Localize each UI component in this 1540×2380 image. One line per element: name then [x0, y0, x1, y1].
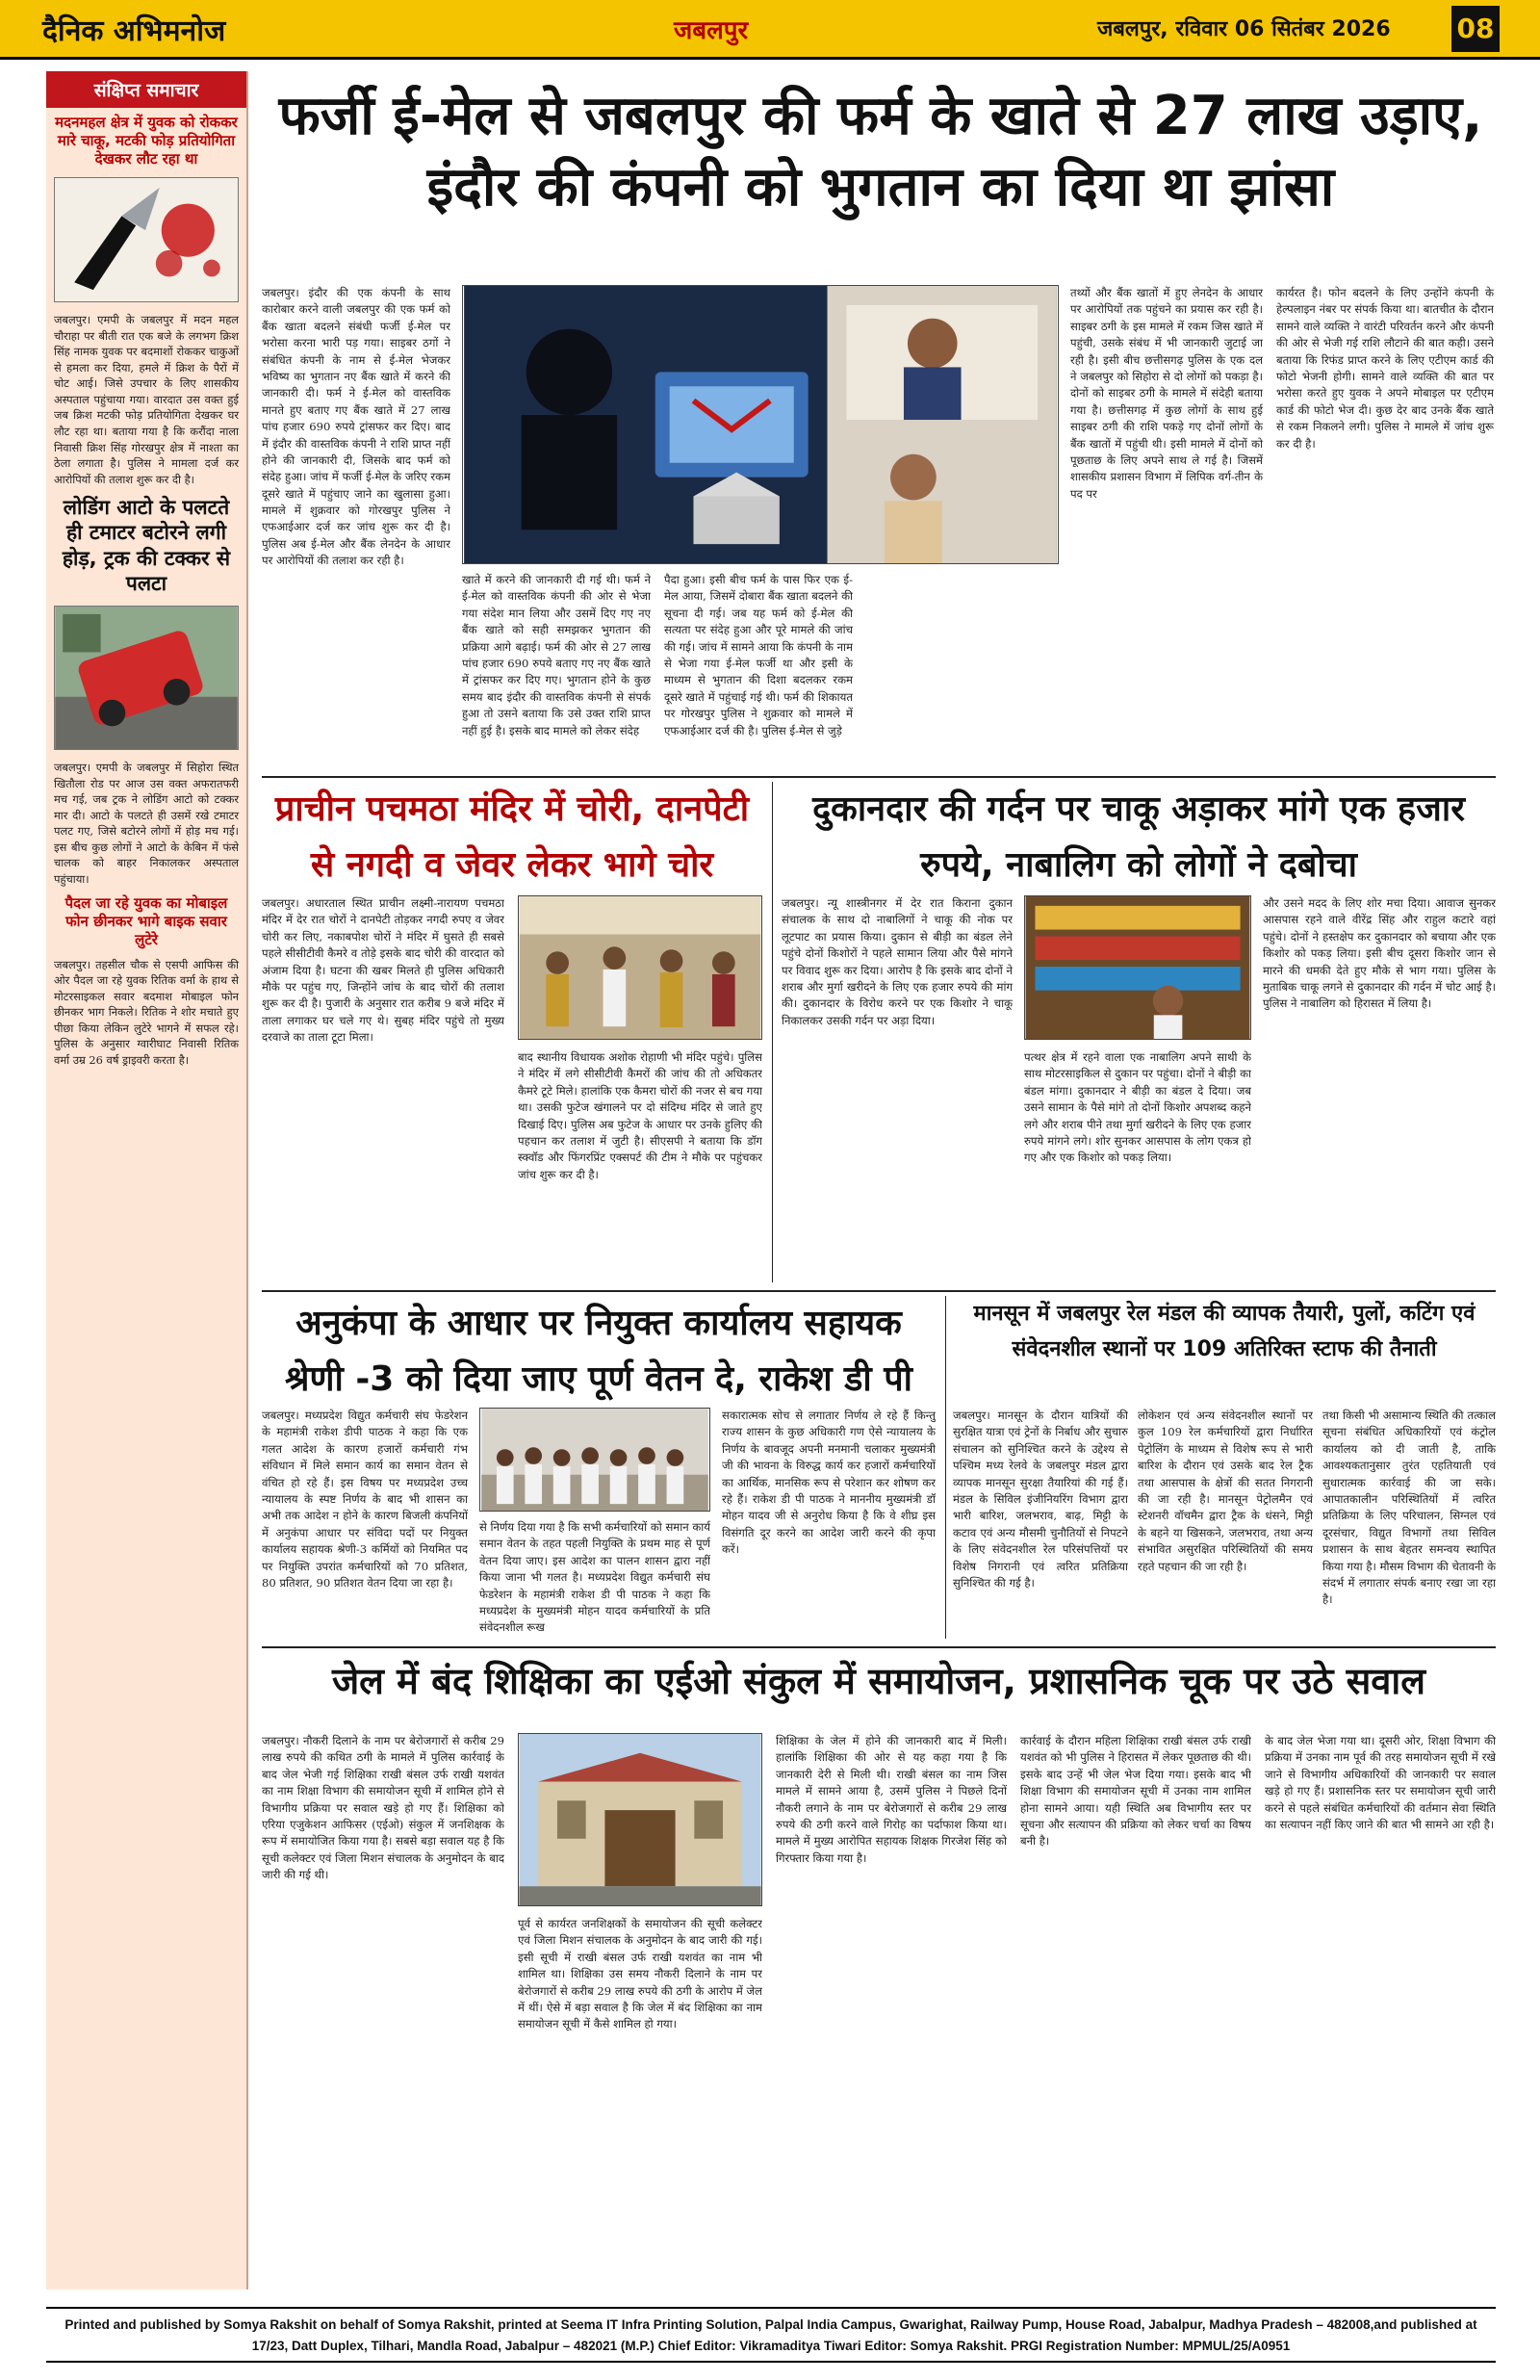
city-tab: जबलपुर	[674, 16, 749, 45]
paper-name: दैनिक अभिमनोज	[42, 14, 226, 48]
salary-story-col3: सकारात्मक सोच से लगातार निर्णय ले रहे हैं किन्तु राज्य शासन के कुछ अधिकारी गण ऐसे न्यायालय के निर्णय के बावजूद अपनी मनमानी चलाकर मुख्यमंत्री जी की भावना के विरुद्ध कार्य कर हजारों कर्मचारियों का आर्थिक, मानसिक रूप से परेशान कर शोषण कर रहे हैं। राकेश डी पी पाठक ने माननीय मुख्यमंत्री डॉ मोहन यादव जी से अनुरोध किया है कि वे शीघ्र इस विसंगति दूर करने का आदेश जारी करने की कृपा करें।	[722, 1409, 936, 1557]
brief-title: लोडिंग आटो के पलटते ही टमाटर बटोरने लगी होड़, ट्रक की टक्कर से पलटा	[62, 496, 231, 595]
lead-story-col1: जबलपुर। इंदौर की एक कंपनी के साथ कारोबार करने वाली जबलपुर की एक फर्म को बैंक खाता बदलने संबंधी फर्जी ई-मेल पर भरोसा करना भारी पड़ गया। साइबर ठगों ने संबंधित कंपनी के नाम से ई-मेल भेजकर भविष्य का भुगतान नए बैंक खाते में करने की जानकारी दी। फर्म ने ई-मेल को वास्तविक मानते हुए बताए गए बैंक खाते में 27 लाख पांच हजार 690 रुपये ट्रांसफर कर दिए। बाद में इंदौर की वास्तविक कंपनी ने राशि प्राप्त नहीं होने की जानकारी दी, जिसके बाद फर्म को संदेह हुआ। जांच में फर्जी ई-मेल के जरिए रकम दूसरे खाते में पहुंचाए जाने का खुलासा हुआ। मामले में शुक्रवार को गोरखपुर पुलिस ने एफआईआर दर्ज कर जांच शुरू कर दी है। पुलिस अब ई-मेल और बैंक लेनदेन के आधार पर आरोपियों की तलाश कर रही है।	[262, 286, 450, 568]
federation-group-photo	[479, 1408, 710, 1512]
temple-police-photo	[518, 895, 762, 1040]
brief-column	[46, 71, 248, 2289]
brief-body: जबलपुर। एमपी के जबलपुर में सिहोरा स्थित खितौला रोड पर आज उस वक्त अफरातफरी मच गई, जब ट्रक ने लोडिंग आटो को टक्कर मार दी। आटो के पलटते ही उसमें रखे टमाटर पलट गए, जिसे बटोरने लोगों में होड़ मच गई। इस बीच कुछ लोगों ने आटो के केबिन में फंसे चालक को बाहर निकालकर अस्पताल पहुंचाया।	[54, 761, 239, 886]
brief-title: पैदल जा रहे युवक का मोबाइल फोन छीनकर भागे बाइक सवार लुटेरे	[64, 894, 228, 948]
lead-story-col5: कार्यरत है। फोन बदलने के लिए उन्होंने कंपनी के हेल्पलाइन नंबर पर संपर्क किया था। बातचीत के दौरान सामने वाले व्यक्ति ने वारंटी परिवर्तन करने और कंपनी की ओर से भेजी गई राशि लौटाने की बात कही। उसने बताया कि रिफंड प्राप्त करने के लिए एटीएम कार्ड की फोटो भेजनी होगी। सामने वाले व्यक्ति की बात पर भरोसा करते हुए युवक ने अपने मोबाइल पर एटीएम कार्ड की फोटो भेज दी। कुछ देर बाद उनके बैंक खाते से रकम निकलने लगी। पुलिस ने मामले में जांच शुरू कर दी है।	[1276, 286, 1494, 451]
salary-story-col2: से निर्णय दिया गया है कि सभी कर्मचारियों को समान कार्य समान वेतन के तहत पहली नियुक्ति के प्रथम माह से पूर्ण वेतन दिया जाए। इस आदेश का पालन शासन द्वारा नहीं किया जाना भी गलत है। मध्यप्रदेश विद्युत कर्मचारी संघ फेडरेशन के महामंत्री राकेश डी पी पाठक ने कहा कि मध्यप्रदेश के मुख्यमंत्री मोहन यादव कर्मचारियों के प्रति संवेदनशील रूख	[479, 1520, 710, 1635]
imprint-footer: Printed and published by Somya Rakshit on behalf of Somya Rakshit, printed at Seema IT Infra Printing Solution, Palpal India Campus, Gwarighat, Railway Pump, House Road, Jabalpur, Madhya Pradesh – 482008,and published at 17/23, Datt Duplex, Tilhari, Mandla Road, Jabalpur – 482021 (M.P.) Chief Editor: Vikramaditya Tiwari Editor: Somya Rakshit. PRGI Registration Number: MPMUL/25/A0951	[46, 2307, 1496, 2363]
date-line: जबलपुर, रविवार 06 सितंबर 2026	[1097, 17, 1391, 41]
column-divider	[945, 1296, 946, 1639]
lead-story-col3: पैदा हुआ। इसी बीच फर्म के पास फिर एक ई-मेल आया, जिसमें दोबारा बैंक खाता बदलने की सूचना दी गई। जब यह फर्म को ई-मेल की सत्यता पर संदेह हुआ और पूरे मामले की जांच की गई। जांच में सामने आया कि कंपनी के नाम से भेजा गया ई-मेल फर्जी था और इसी के माध्यम से भुगतान की दिशा बदलकर रकम दूसरे खाते में पहुंचाई गई थी। फर्म की शिकायत पर गोरखपुर पुलिस ने शुक्रवार को मामले में एफआईआर दर्ज की है। पुलिस ई-मेल से जुड़े	[664, 573, 853, 737]
knife-headline: दुकानदार की गर्दन पर चाकू अड़ाकर मांगे एक हजार रुपये, नाबालिग को लोगों ने दबोचा	[812, 789, 1465, 885]
temple-headline: प्राचीन पचमठा मंदिर में चोरी, दानपेटी से नगदी व जेवर लेकर भागे चोर	[274, 789, 750, 885]
rail-story-col3: तथा किसी भी असामान्य स्थिति की तत्काल सूचना संबंधित अधिकारियों एवं कंट्रोल कार्यालय को दी जाती है, ताकि आवश्यकतानुसार तुरंत एहतियाती एवं सुधारात्मक कार्रवाई की जा सके। आपातकालीन परिस्थितियों में त्वरित प्रतिक्रिया के लिए परिचालन, सिग्नल एवं दूरसंचार, विद्युत विभागों तथा सिविल प्रशासन के साथ बेहतर समन्वय स्थापित किया गया है। मौसम विभाग की चेतावनी के संदर्भ में लगातार संपर्क बनाए रखा जा रहा है।	[1322, 1409, 1496, 1607]
jail-story-col5: के बाद जेल भेजा गया था। दूसरी ओर, शिक्षा विभाग की प्रक्रिया में उनका नाम पूर्व की तरह समायोजन सूची में रखे जाने से विभागीय अधिकारियों की जानकारी पर सवाल खड़े हो गए हैं। प्रशासनिक स्तर पर समायोजन सूची जारी करने से पहले संबंधित कर्मचारियों की वर्तमान सेवा स्थिति का सत्यापन नहीं किए जाने की बात भी सामने आ रही है।	[1265, 1734, 1496, 1831]
brief-section-title: संक्षिप्त समाचार	[46, 71, 246, 108]
jail-story-col1: जबलपुर। नौकरी दिलाने के नाम पर बेरोजगारों से करीब 29 लाख रुपये की कथित ठगी के मामले में पुलिस कार्रवाई के बाद जेल भेजी गई शिक्षिका राखी बंसल उर्फ राखी यशवंत का नाम शिक्षा विभाग की समायोजन सूची में शामिल होने से विभागीय प्रक्रिया पर सवाल खड़े हो गए हैं। शिक्षिका को एरिया एजुकेशन आफिसर (एईओ) संकुल में जनशिक्षक के रूप में समायोजित किया गया है। सबसे बड़ा सवाल यह है कि सूची कलेक्टर एवं जिला मिशन संचालक के अनुमोदन के बाद जारी की गई थी।	[262, 1734, 504, 1882]
overturned-auto-photo	[54, 606, 239, 750]
rail-story-col1: जबलपुर। मानसून के दौरान यात्रियों की सुरक्षित यात्रा एवं ट्रेनों के निर्बाध और सुचारु संचालन को सुनिश्चित करने के उद्देश्य से पश्चिम मध्य रेलवे के जबलपुर मंडल द्वारा व्यापक मानसून सुरक्षा तैयारियां की गई हैं। मंडल के सिविल इंजीनियरिंग विभाग द्वारा भारी बारिश, जलभराव, बाढ़, मिट्टी के कटाव एवं अन्य मौसमी चुनौतियों से निपटने के लिए संवेदनशील रेल परिसंपत्तियों पर विशेष निगरानी एवं त्वरित प्रतिक्रिया सुनिश्चित की गई है।	[953, 1409, 1128, 1590]
jail-building-photo	[518, 1733, 762, 1906]
temple-story-col2: बाद स्थानीय विधायक अशोक रोहाणी भी मंदिर पहुंचे। पुलिस ने मंदिर में लगे सीसीटीवी कैमरों की जांच की तो अधिकतर कैमरे टूटे मिले। हालांकि एक कैमरा चोरों की नजर से बच गया था। उसकी फुटेज खंगालने पर दो संदिग्ध मंदिर से जाते हुए दिखाई दिए। पुलिस अब फुटेज के आधार पर उनके हुलिए की पहचान कर तलाश में जुटी है। सीएसपी ने बताया कि डॉग स्क्वॉड और फिंगरप्रिंट एक्सपर्ट की टीम ने मौके पर पहुंचकर जांच शुरू कर दी है।	[518, 1050, 762, 1181]
section-divider	[262, 1290, 1496, 1292]
knife-story-col2: पत्थर क्षेत्र में रहने वाला एक नाबालिग अपने साथी के साथ मोटरसाइकिल से दुकान पर पहुंचा। दोनों ने बीड़ी का बंडल मांगा। दुकानदार ने बीड़ी का बंडल दे दिया। जब उसने सामान के पैसे मांगे तो दोनों किशोर अपशब्द कहने लगे और शराब पीने तथा मुर्गा खरीदने के लिए एक हजार रुपये मांगने लगे। शोर सुनकर आसपास के लोग एकत्र हो गए और एक किशोर को पकड़ लिया।	[1024, 1050, 1251, 1165]
jail-story-col4: कार्रवाई के दौरान महिला शिक्षिका राखी बंसल उर्फ राखी यशवंत को भी पुलिस ने हिरासत में लेकर पूछताछ की थी। इसके बाद उन्हें भी जेल भेज दिया गया। इसके बाद भी शिक्षा विभाग की समायोजन सूची में उनका नाम शामिल होना सामने आया। यही स्थिति अब विभागीय स्तर पर सूचना और सत्यापन की प्रक्रिया को लेकर चर्चा का विषय बनी है।	[1020, 1734, 1251, 1849]
jail-headline: जेल में बंद शिक्षिका का एईओ संकुल में समायोजन, प्रशासनिक चूक पर उठे सवाल	[331, 1660, 1425, 1702]
shop-photo	[1024, 895, 1251, 1040]
rail-story-col2: लोकेशन एवं अन्य संवेदनशील स्थानों पर कुल 109 रेल कर्मचारियों द्वारा निर्धारित पेट्रोलिंग के माध्यम से विशेष रूप से भारी बारिश के दौरान एवं उसके बाद रेल ट्रैक तथा आसपास के क्षेत्रों की सतत निगरानी की जा रही है। मानसून पेट्रोलमैन एवं स्टेशनरी वॉचमैन द्वारा ट्रैक के धंसने, मिट्टी के बहने या खिसकने, जलभराव, तथा अन्य संभावित असुरक्षित परिस्थितियों की समय रहते पहचान की जा रही है।	[1138, 1409, 1313, 1573]
section-divider	[262, 776, 1496, 778]
page-number: 08	[1451, 6, 1500, 52]
lead-story-col4: तथ्यों और बैंक खातों में हुए लेनदेन के आधार पर आरोपियों तक पहुंचने का प्रयास कर रही है। साइबर ठगी के इस मामले में रकम जिस खाते में पहुंची, उसके संबंध में भी जानकारी जुटाई जा रही है। इसी बीच छत्तीसगढ़ पुलिस के एक दल ने जबलपुर को सिहोरा से दो लोगों को पकड़ा है। दोनों को साइबर ठगी के मामले में संदेही बताया गया है। छत्तीसगढ़ में कुछ लोगों के साथ हुई साइबर ठगी की राशि पकड़े गए दोनों लोगों के बैंक खातों में पहुंची थी। इसी मामले में दोनों को पूछताछ के लिए अपने साथ ले गई है। जिसमें शासकीय प्रशासन विभाग में लिपिक वर्ग-तीन के पद पर	[1070, 286, 1263, 501]
knife-attack-image	[54, 177, 239, 302]
knife-story-col3: और उसने मदद के लिए शोर मचा दिया। आवाज सुनकर आसपास रहने वाले वीरेंद्र सिंह और राहुल कटारे वहां पहुंचे। दोनों ने हस्तक्षेप कर दुकानदार को बचाया और एक किशोर को पकड़ लिया। इसी बीच दूसरा किशोर जान से मारने की धमकी देते हुए मौके से भाग गया। पुलिस के मुताबिक चाकू लगने से दुकानदार की गर्दन में चोट आई है। पुलिस ने नाबालिग को हिरासत में लिया है।	[1263, 896, 1496, 1011]
rail-headline: मानसून में जबलपुर रेल मंडल की व्यापक तैयारी, पुलों, कटिंग एवं संवेदनशील स्थानों पर 109 अतिरिक्त स्टाफ की तैनाती	[973, 1302, 1476, 1362]
section-divider	[262, 1646, 1496, 1648]
lead-headline: फर्जी ई-मेल से जबलपुर की फर्म के खाते से 27 लाख उड़ाए, इंदौर की कंपनी को भुगतान का दिया था झांसा	[278, 85, 1483, 219]
temple-story-col1: जबलपुर। अधारताल स्थित प्राचीन लक्ष्मी-नारायण पचमठा मंदिर में देर रात चोरों ने दानपेटी तोड़कर नगदी रुपए व जेवर चोरी कर लिए, नकाबपोश चोरों ने मंदिर में घुसते ही सबसे पहले सीसीटीवी कैमरे व तोड़े इसके बाद चोरी की वारदात को अंजाम दिया है। घटना की खबर मिलते ही पुलिस अधिकारी मौके पर पहुंच गए, जिन्होंने जांच के बाद चोरों की तलाश शुरू कर दी है। पुजारी के अनुसार रात करीब 9 बजे मंदिर में ताला लगाकर घर चले गए थे। सुबह मंदिर पहुंचे तो मुख्य दरवाजे का ताला टूटा मिला।	[262, 896, 504, 1045]
brief-title: मदनमहल क्षेत्र में युवक को रोककर मारे चाकू, मटकी फोड़ प्रतियोगिता देखकर लौट रहा था	[55, 114, 238, 168]
cyber-fraud-illustration	[462, 285, 1059, 564]
brief-body: जबलपुर। तहसील चौक से एसपी आफिस की ओर पैदल जा रहे युवक रितिक वर्मा के हाथ से मोटरसाइकल सवार बदमाश मोबाइल फोन छीनकर भाग निकले। रितिक ने शोर मचाते हुए पीछा किया लेकिन लुटेरे भागने में सफल रहे। पुलिस के अनुसार ग्वारीघाट निवासी रितिक वर्मा उम्र 26 वर्ष ड्राइवरी करता है।	[54, 957, 239, 1067]
lead-story-col2: खाते में करने की जानकारी दी गई थी। फर्म ने ई-मेल को वास्तविक कंपनी की ओर से भेजा गया संदेश मान लिया और उसमें दिए गए नए बैंक खाते को सही समझकर भुगतान की प्रक्रिया आगे बढ़ाई। फर्म की ओर से 27 लाख पांच हजार 690 रुपये बताए गए नए बैंक खाते में ट्रांसफर कर दिए गए। भुगतान होने के कुछ समय बाद इंदौर की वास्तविक कंपनी से संपर्क हुआ तो उसने बताया कि उसे उक्त राशि प्राप्त नहीं हुई है। इसके बाद मामले को लेकर संदेह	[462, 573, 651, 737]
jail-story-col3: शिक्षिका के जेल में होने की जानकारी बाद में मिली। हालांकि शिक्षिका की ओर से यह कहा गया है कि जानकारी देरी से मिली थी। राखी बंसल का नाम जिस मामले में सामने आया है, उसमें पुलिस ने पिछले दिनों नौकरी लगाने के नाम पर बेरोजगारों से करीब 29 लाख रुपये की ठगी करने वाले गिरोह का पर्दाफाश किया था। मामले में मुख्य आरोपित सहायक शिक्षक गिरजेश सिंह को गिरफ्तार किया गया है।	[776, 1734, 1007, 1865]
jail-story-col2: पूर्व से कार्यरत जनशिक्षकों के समायोजन की सूची कलेक्टर एवं जिला मिशन संचालक के अनुमोदन के बाद जारी की गई। इसी सूची में राखी बंसल उर्फ राखी यशवंत का नाम भी शामिल था। शिक्षिका उस समय नौकरी दिलाने के नाम पर बेरोजगारों से करीब 29 लाख रुपये की ठगी के आरोप में जेल में थीं। ऐसे में बड़ा सवाल है कि जेल में बंद शिक्षिका का नाम समायोजन सूची में कैसे शामिल हो गया।	[518, 1917, 762, 2031]
knife-story-col1: जबलपुर। न्यू शास्त्रीनगर में देर रात किराना दुकान संचालक के साथ दो नाबालिगों ने चाकू की नोक पर लूटपाट का प्रयास किया। दुकान से बीड़ी का बंडल लेने पहुंचे दोनों किशोरों ने पहले सामान लिया और पैसे मांगने पर विवाद शुरू कर दिया। आरोप है कि इसके बाद दोनों ने शराब और मुर्गा खरीदने के लिए एक हजार रुपये की मांग की। दुकानदार के विरोध करने पर एक किशोर ने चाकू निकालकर उसकी गर्दन पर अड़ा दिया।	[782, 896, 1013, 1027]
brief-body: जबलपुर। एमपी के जबलपुर में मदन महल चौराहा पर बीती रात एक बजे के लगभग क्रिश सिंह नामक युवक पर बदमाशों रोककर चाकुओं से हमला कर दिया, हमले में क्रिश के पैरों में चोट आई। जिसे उपचार के लिए शासकीय अस्पताल पहुंचाया गया। वारदात उस वक्त हुई जब क्रिश मटकी फोड़ प्रतियोगिता देखकर घर लौट रहा था। बताया गया है कि करौंदा नाला निवासी क्रिश सिंह गोरखपुर क्षेत्र में नाश्ता का ठेला लगाता है। पुलिस ने मामला दर्ज कर आरोपियों की तलाश शुरू कर दी है।	[54, 313, 239, 486]
column-divider	[772, 782, 773, 1282]
salary-headline: अनुकंपा के आधार पर नियुक्त कार्यालय सहायक श्रेणी -3 को दिया जाए पूर्ण वेतन दे, राकेश डी पी	[284, 1304, 913, 1399]
salary-story-col1: जबलपुर। मध्यप्रदेश विद्युत कर्मचारी संघ फेडरेशन के महामंत्री राकेश डीपी पाठक ने कहा कि एक गलत आदेश के कारण हजारों कर्मचारी गंभ संविधान में मिले समान कार्य का समान वेतन से वंचित हो रहे हैं। इस विषय पर मध्यप्रदेश उच्च न्यायालय के स्पष्ट निर्णय के बाद भी शासन का अभी तक आदेश न होने के कारण बिजली कंपनियों में अनुकंपा आधार पर संविदा पदों पर नियुक्त कार्यालय सहायक श्रेणी-3 कर्मियों को नियमित पद पर नियुक्ति उपरांत कर्मचारियों को 70 प्रतिशत, 80 प्रतिशत, 90 प्रतिशत वेतन दिया जा रहा है।	[262, 1409, 468, 1590]
masthead	[0, 0, 1540, 60]
